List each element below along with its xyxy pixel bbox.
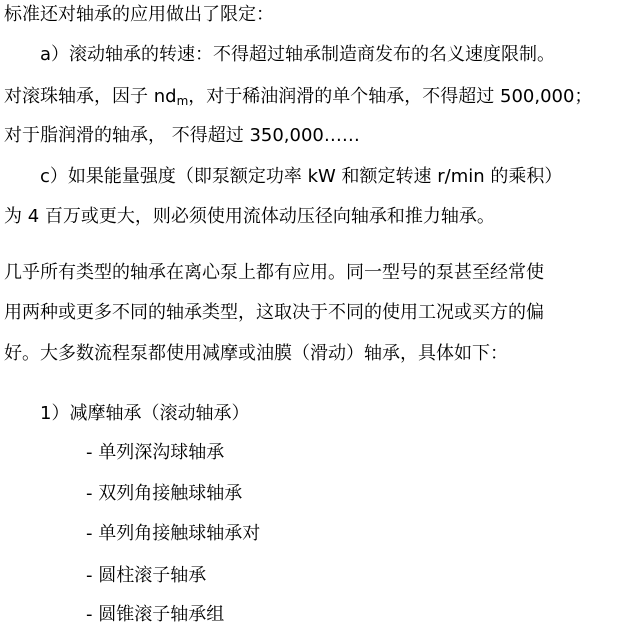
text-line-3-pre: 对滚珠轴承，因子 nd [4, 86, 177, 107]
text-line-6: 为 4 百万或更大，则必须使用流体动压径向轴承和推力轴承。 [4, 206, 495, 227]
list-item: - 单列深沟球轴承 [86, 442, 225, 463]
list-item: - 圆锥滚子轴承组 [86, 604, 225, 625]
text-line-3-post: ，对于稀油润滑的单个轴承，不得超过 500,000； [188, 86, 593, 107]
list-heading: 1）减摩轴承（滚动轴承） [40, 403, 250, 424]
list-item: - 圆柱滚子轴承 [86, 565, 207, 586]
text-line-2: a）滚动轴承的转速：不得超过轴承制造商发布的名义速度限制。 [40, 44, 556, 65]
paragraph-2-line-2: 用两种或更多不同的轴承类型，这取决于不同的使用工况或买方的偏 [4, 302, 544, 323]
text-line-3 [4, 86, 592, 108]
paragraph-2-line-1: 几乎所有类型的轴承在离心泵上都有应用。同一型号的泵甚至经常使 [4, 262, 544, 283]
text-line-4: 对于脂润滑的轴承， 不得超过 350,000…… [4, 125, 360, 146]
text-line-3-sub: m [176, 94, 189, 108]
list-item: - 双列角接触球轴承 [86, 483, 243, 504]
text-line-1: 标准还对轴承的应用做出了限定： [4, 4, 274, 25]
text-line-5: c）如果能量强度（即泵额定功率 kW 和额定转速 r/min 的乘积） [40, 166, 563, 187]
list-item: - 单列角接触球轴承对 [86, 523, 261, 544]
paragraph-2-line-3: 好。大多数流程泵都使用减摩或油膜（滑动）轴承，具体如下： [4, 343, 508, 364]
